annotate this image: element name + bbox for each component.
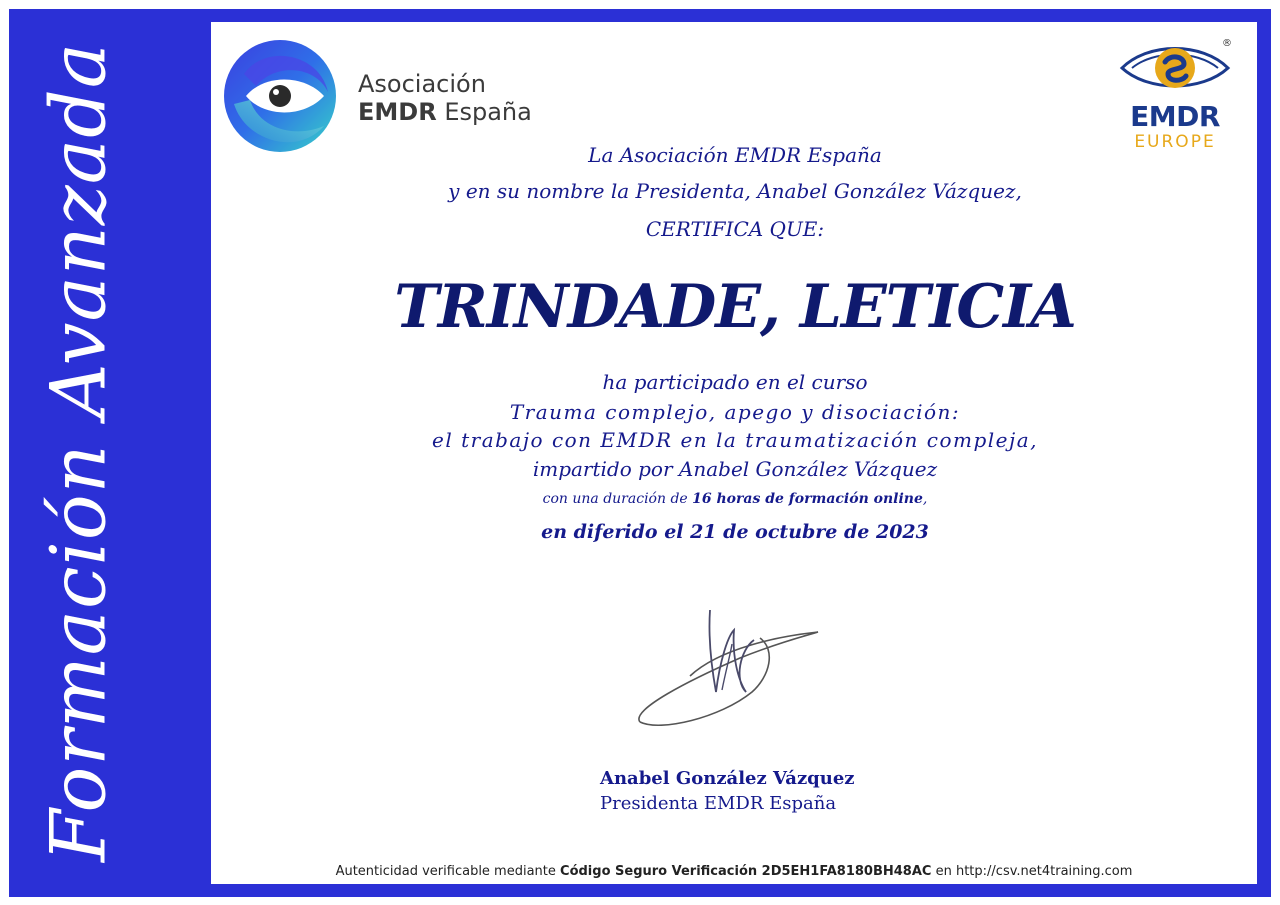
association-logo xyxy=(224,34,544,158)
association-logo-line1: Asociación xyxy=(358,70,486,98)
footer-suffix: en http://csv.net4training.com xyxy=(931,864,1133,879)
verification-code: Código Seguro Verificación 2D5EH1FA8180BH48AC xyxy=(560,864,932,879)
europe-logo-emdr: EMDR xyxy=(1130,100,1220,133)
association-logo-emdr: EMDR xyxy=(358,98,437,126)
course-title-line-1: Trauma complejo, apego y disociación: xyxy=(509,400,961,424)
intro-line-1: La Asociación EMDR España xyxy=(588,143,882,167)
sidebar-title: Formación Avanzada xyxy=(33,41,123,863)
duration-prefix: con una duración de xyxy=(542,491,693,507)
intro-line-2: y en su nombre la Presidenta, Anabel González Vázquez, xyxy=(448,179,1022,203)
duration-suffix: , xyxy=(922,491,928,507)
course-title-line-2: el trabajo con EMDR en la traumatización compleja, xyxy=(432,428,1038,452)
intro-line-3: CERTIFICA QUE: xyxy=(645,217,825,241)
recipient-name: TRINDADE, LETICIA xyxy=(394,272,1076,342)
emdr-europe-logo xyxy=(1118,36,1238,156)
signatory-role: Presidenta EMDR España xyxy=(600,793,837,814)
handwritten-signature xyxy=(630,600,830,735)
registered-mark: ® xyxy=(1222,38,1232,49)
course-intro: ha participado en el curso xyxy=(602,370,868,394)
course-duration xyxy=(300,491,1170,507)
eye-emdr-icon xyxy=(1118,36,1232,98)
eye-swirl-icon xyxy=(224,34,340,158)
course-date: en diferido el 21 de octubre de 2023 xyxy=(541,521,929,543)
verification-footer xyxy=(211,864,1257,879)
europe-logo-europe: EUROPE xyxy=(1134,132,1216,152)
association-logo-espana: España xyxy=(436,98,532,126)
duration-hours: 16 horas de formación online xyxy=(692,491,923,507)
course-instructor: impartido por Anabel González Vázquez xyxy=(532,457,938,481)
signatory-name: Anabel González Vázquez xyxy=(600,768,855,789)
footer-prefix: Autenticidad verificable mediante xyxy=(335,864,561,879)
